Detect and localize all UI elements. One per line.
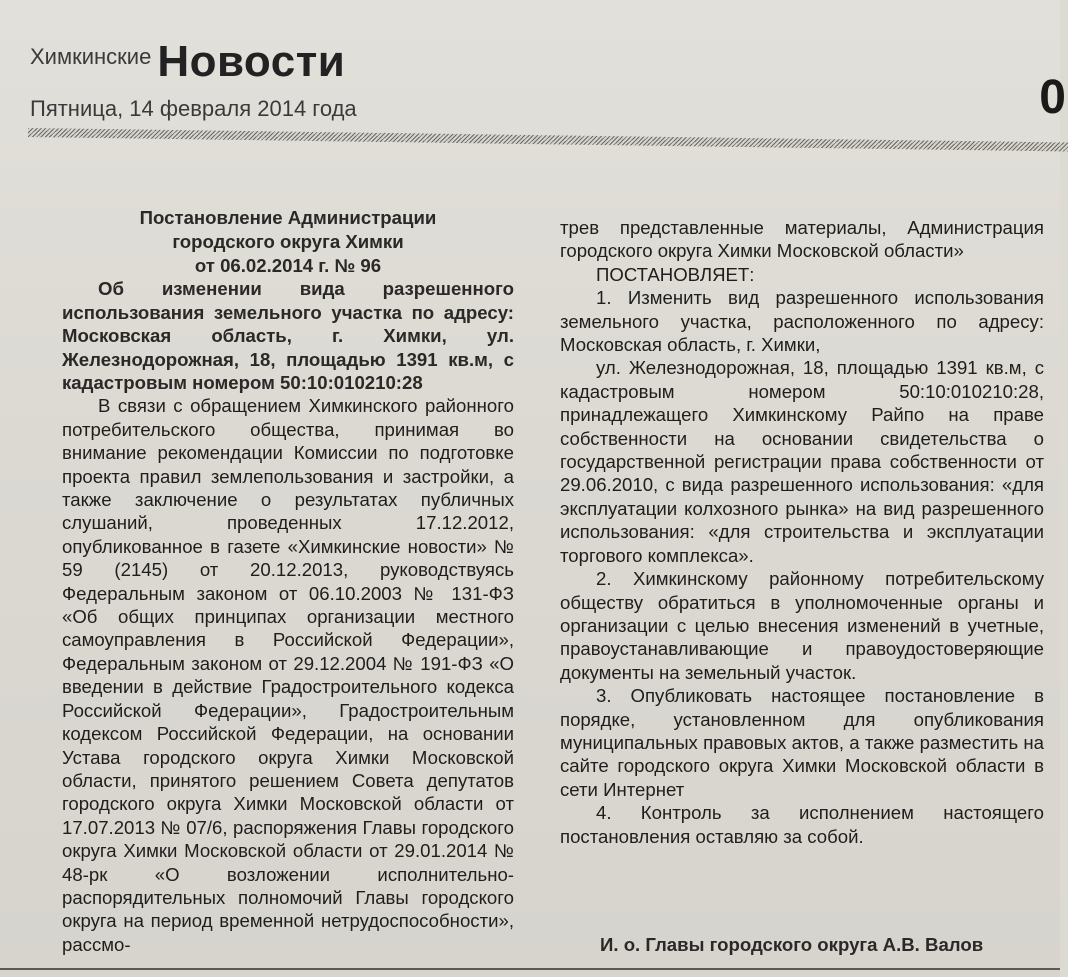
signature: И. о. Главы городского округа А.В. Валов xyxy=(600,934,984,955)
header-divider xyxy=(28,128,1068,152)
decree-subject: Об изменении вида разрешенного использования земельного участка по адресу: Московская область, г. Химки, ул. Железнодорожная, 18, площадью 1391 кв.м, с кадастровым номером 50:10:010210:28 xyxy=(62,278,514,394)
page-number: 0 xyxy=(1039,71,1066,124)
decree-heading-line-3: от 06.02.2014 г. № 96 xyxy=(194,254,382,276)
decree-item-4: 4. Контроль за исполнением настоящего постановления оставляю за собой. xyxy=(560,802,1044,847)
decree-preamble: В связи с обращением Химкинского районного потребительского общества, принимая во внимание рекомендации Комиссии по подготовке проекта правил землепользования и застройки, а также заключение о результатах публичных слушаний, проведенных 17.12.2012, опубликованное в газете «Химкинские новости» № 59 (2145) от 20.12.2013, руководствуясь Федеральным законом от 06.10.2003 № 131-ФЗ «Об общих принципах организации местного самоуправления в Российской Федерации», Федеральным законом от 29.12.2004 № 191-ФЗ «О введении в действие Градостроительного кодекса Российской Федерации», Градостроительным кодексом Российской Федерации, на основании Устава городского округа Химки Московской области, принятого решением Совета депутатов городского округа Химки Московской области от 17.07.2013 № 07/6, распоряжения Главы городского округа Химки Московской области от 29.01.2014 № 48-рк «О возложении исполнительно-распорядительных полномочий Главы городского округа на период временной нетрудоспособности», рассмо- xyxy=(62,395,514,955)
column-right xyxy=(560,216,1044,848)
decree-word: ПОСТАНОВЛЯЕТ: xyxy=(596,263,755,285)
column-left xyxy=(62,206,514,956)
decree-item-1a: 1. Изменить вид разрешенного использования земельного участка, расположенного по адресу: Московская область, г. Химки, xyxy=(560,287,1044,356)
masthead-title-big: Новости xyxy=(157,37,346,86)
bottom-divider xyxy=(0,968,1060,970)
decree-item-2: 2. Химкинскому районному потребительскому обществу обратиться в уполномоченные органы и организации с целью внесения изменений в учетные, правоустанавливающие и правоудостоверяющие документы на земельный участок. xyxy=(560,568,1044,683)
issue-date: Пятница, 14 февраля 2014 года xyxy=(30,96,357,121)
masthead-title-small: Химкинские xyxy=(30,44,152,69)
decree-item-1b: ул. Железнодорожная, 18, площадью 1391 кв.м, с кадастровым номером 50:10:010210:28, принадлежащего Химкинскому Райпо на праве собственности на основании свидетельства о государственной регистрации права собственности от 29.06.2010, с вида разрешенного использования: «для эксплуатации колхозного рынка» на вид разрешенного использования: «для строительства и эксплуатации торгового комплекса». xyxy=(560,357,1044,566)
decree-item-3: 3. Опубликовать настоящее постановление в порядке, установленном для опубликования муниципальных правовых актов, а также разместить на сайте городского округа Химки Московской области в сети Интернет xyxy=(560,685,1044,800)
decree-heading-line-2: городского округа Химки xyxy=(172,230,404,252)
masthead xyxy=(30,28,345,88)
decree-heading-line-1: Постановление Администрации xyxy=(139,207,437,228)
decree-preamble-continued: трев представленные материалы, Администрация городского округа Химки Московской области» xyxy=(560,217,1044,262)
